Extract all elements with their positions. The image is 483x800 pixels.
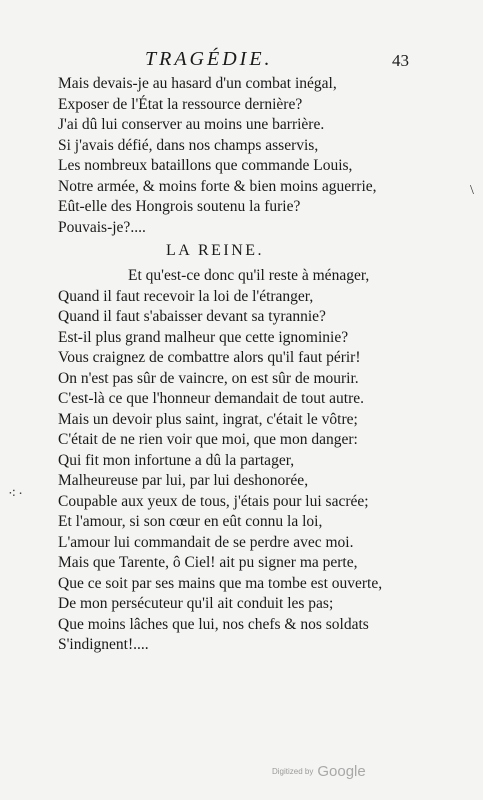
running-head: [0, 44, 483, 74]
verse-line: Vous craignez de combattre alors qu'il faut périr!: [58, 349, 361, 366]
verse-line: Les nombreux bataillons que commande Louis,: [58, 157, 353, 174]
verse-line: C'est-là ce que l'honneur demandait de tout autre.: [58, 390, 365, 407]
verse-line: On n'est pas sûr de vaincre, on est sûr de mourir.: [58, 369, 359, 387]
verse-line: Que ce soit par ses mains que ma tombe est ouverte,: [58, 574, 383, 592]
verse-line: Pouvais-je?....: [58, 218, 146, 236]
verse-line: Et qu'est-ce donc qu'il reste à ménager,: [128, 267, 370, 284]
running-title: TRAGÉDIE.: [145, 48, 273, 70]
verse-line: Notre armée, & moins forte & bien moins aguerrie,: [58, 177, 377, 195]
verse-line: Et l'amour, si son cœur en eût connu la loi,: [58, 513, 323, 530]
verse-line: J'ai dû lui conserver au moins une barrière.: [58, 116, 325, 133]
verse-line: Mais un devoir plus saint, ingrat, c'était le vôtre;: [58, 410, 358, 428]
google-logo: Google: [317, 762, 366, 780]
digitized-watermark: [272, 762, 366, 780]
verse-line: Si j'avais défié, dans nos champs asservis,: [58, 136, 319, 154]
margin-mark: \: [470, 183, 474, 198]
verse-line: C'était de ne rien voir que moi, que mon danger:: [58, 431, 358, 448]
verse-line: S'indignent!....: [58, 636, 149, 653]
verse-line: De mon persécuteur qu'il ait conduit les pas;: [58, 595, 334, 612]
verse-line: Mais devais-je au hasard d'un combat inégal,: [58, 75, 337, 92]
verse-line: Eût-elle des Hongrois soutenu la furie?: [58, 198, 301, 215]
verse-line: Quand il faut s'abaisser devant sa tyrannie?: [58, 308, 326, 325]
page-number: 43: [392, 51, 409, 70]
verse-line: Malheureuse par lui, par lui deshonorée,: [58, 472, 309, 489]
margin-mark: ⁖·: [8, 487, 25, 502]
verse-line: Qui fit mon infortune a dû la partager,: [58, 451, 295, 469]
digitized-label: Digitized by: [272, 766, 314, 776]
speaker-heading: LA REINE.: [166, 242, 265, 259]
verse-block: [58, 74, 468, 656]
verse-line: Est-il plus grand malheur que cette ignominie?: [58, 328, 349, 346]
verse-line: Quand il faut recevoir la loi de l'étranger,: [58, 287, 314, 305]
verse-line: Coupable aux yeux de tous, j'étais pour lui sacrée;: [58, 492, 369, 510]
verse-line: Mais que Tarente, ô Ciel! ait pu signer ma perte,: [58, 554, 358, 571]
verse-line: Exposer de l'État la ressource dernière?: [58, 95, 303, 113]
verse-line: Que moins lâches que lui, nos chefs & nos soldats: [58, 615, 369, 633]
verse-line: L'amour lui commandait de se perdre avec moi.: [58, 533, 354, 551]
